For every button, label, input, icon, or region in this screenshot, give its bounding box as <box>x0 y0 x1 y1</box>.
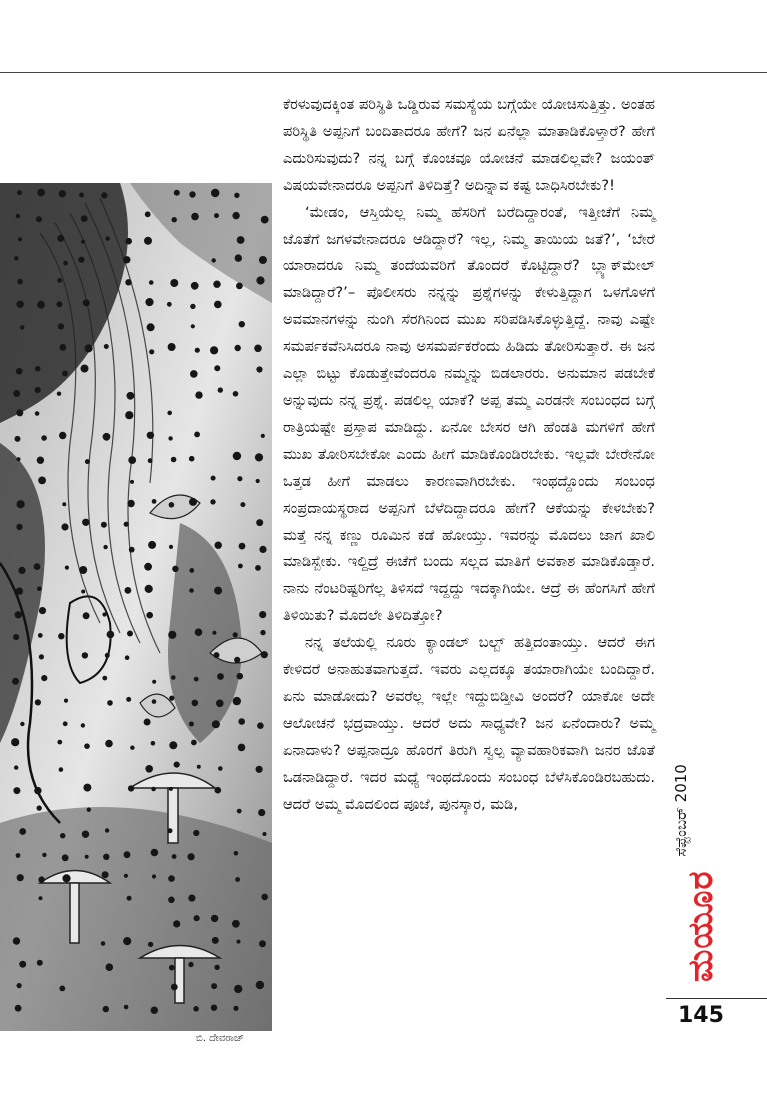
article-paragraph-2: ‘ಮೇಡಂ, ಆಸ್ತಿಯೆಲ್ಲ ನಿಮ್ಮ ಹೆಸರಿಗೆ ಬರೆದಿದ್ದಾರಂತೆ, ಇತ್ತೀಚೆಗೆ ನಿಮ್ಮ ಜೊತೆಗೆ ಜಗಳವೇನಾದರೂ ಆಡಿದ್ದಾರೆ? ಇಲ್ಲ, ನಿಮ್ಮ ತಾಯಿಯ ಜತೆ?’, ‘ಬೇರೆ ಯಾರಾದರೂ ನಿಮ್ಮ ತಂದೆಯವರಿಗೆ ತೊಂದರೆ ಕೊಟ್ಟಿದ್ದಾರೆ? ಬ್ಲ್ಯಾಕ್‌ಮೇಲ್ ಮಾಡಿದ್ದಾರೆ?’– ಪೊಲೀಸರು ನನ್ನನ್ನು ಪ್ರಶ್ನೆಗಳನ್ನು ಕೇಳುತ್ತಿದ್ದಾಗ ಒಳಗೊಳಗೆ ಅವಮಾನಗಳನ್ನು ನುಂಗಿ ಸೆರಗಿನಿಂದ ಮುಖ ಸರಿಪಡಿಸಿಕೊಳ್ಳುತ್ತಿದ್ದೆ. ನಾವು ಎಷ್ಟೇ ಸಮರ್ಪಕವೆನಿಸಿದರೂ ನಾವು ಅಸಮರ್ಪಕರೆಂದು ಹಿಡಿದು ತೋರಿಸುತ್ತಾರೆ. ಈ ಜನ ಎಲ್ಲಾ ಬಿಟ್ಟು ಕೊಡುತ್ತೇವೆಂದರೂ ನಮ್ಮನ್ನು ಬಿಡಲಾರರು. ಅನುಮಾನ ಪಡಬೇಕೆ ಅನ್ನುವುದು ನನ್ನ ಪ್ರಶ್ನೆ. ಪಡಲಿಲ್ಲ ಯಾಕೆ? ಅಪ್ಪ ತಮ್ಮ ಎರಡನೇ ಸಂಬಂಧದ ಬಗ್ಗೆ ರಾತ್ರಿಯಷ್ಟೇ ಪ್ರಸ್ತಾಪ ಮಾಡಿದ್ದು. ಏನೋ ಬೇಸರ ಆಗಿ ಹೆಂಡತಿ ಮಗಳಿಗೆ ಹೇಗೆ ಮುಖ ತೋರಿಸಬೇಕೋ ಎಂದು ಹೀಗೆ ಮಾಡಿಕೊಂಡಿರಬೇಕು. ಇಲ್ಲವೇ ಬೇರೇನೋ ಒತ್ತಡ ಹೀಗೆ ಮಾಡಲು ಕಾರಣವಾಗಿರಬೇಕು. ಇಂಥದ್ದೊಂದು ಸಂಬಂಧ ಸಂಪ್ರದಾಯಸ್ಥರಾದ ಅಪ್ಪನಿಗೆ ಬೆಳೆದಿದ್ದಾದರೂ ಹೇಗೆ? ಆಕೆಯನ್ನು ಕೇಳಬೇಕು? ಮತ್ತೆ ನನ್ನ ಕಣ್ಣು ರೂಮಿನ ಕಡೆ ಹೋಯ್ತು. ಇವರನ್ನು ಮೊದಲು ಜಾಗ ಖಾಲಿ ಮಾಡಿಸ್ಬೇಕು. ಇಲ್ದಿದ್ರೆ ಈಚೆಗೆ ಬಂದು ಸಲ್ಲದ ಮಾತಿಗೆ ಅವಕಾಶ ಮಾಡಿಕೊಡ್ತಾರೆ. ನಾನು ನೆಂಟರಿಷ್ಟರಿಗೆಲ್ಲ ತಿಳಿಸದೆ ಇದ್ದದ್ದು ಇದಕ್ಕಾಗಿಯೇ. ಆದ್ರೆ ಈ ಹೆಂಗಸಿಗೆ ಹೇಗೆ ತಿಳಿಯಿತು? ಮೊದಲೇ ತಿಳಿದಿತ್ತೋ? <box>283 203 655 625</box>
texture-dot <box>171 984 178 991</box>
texture-dot <box>233 1006 238 1011</box>
texture-dot <box>126 392 134 400</box>
texture-dot <box>168 631 176 639</box>
texture-dot <box>214 652 220 658</box>
texture-dot <box>101 941 106 946</box>
texture-dot <box>237 476 242 481</box>
texture-dot <box>41 435 47 441</box>
texture-dot <box>237 809 242 814</box>
texture-dot <box>145 298 153 306</box>
texture-dot <box>13 787 20 794</box>
texture-dot <box>240 502 245 507</box>
texture-dot <box>81 215 88 222</box>
texture-dot <box>59 767 64 772</box>
texture-dot <box>239 321 245 327</box>
texture-dot <box>105 740 113 748</box>
texture-dot <box>35 411 40 416</box>
texture-dot <box>191 740 197 746</box>
texture-dot <box>167 302 172 307</box>
texture-dot <box>237 940 241 944</box>
texture-dot <box>41 675 47 681</box>
texture-dot <box>123 937 131 945</box>
texture-dot <box>125 655 130 660</box>
texture-dot <box>213 281 220 288</box>
texture-dot <box>81 240 85 244</box>
texture-dot <box>37 301 45 309</box>
illustration-credit: ಬಿ. ದೇವರಾಜ್ <box>196 1033 245 1044</box>
texture-dot <box>169 787 173 791</box>
texture-dot <box>148 458 153 463</box>
texture-dot <box>105 653 110 658</box>
texture-dot <box>103 1006 109 1012</box>
texture-dot <box>256 766 263 773</box>
texture-dot <box>60 344 67 351</box>
texture-dot <box>190 370 198 378</box>
texture-dot <box>217 673 224 680</box>
texture-dot <box>211 189 219 197</box>
texture-dot <box>124 874 128 878</box>
texture-dot <box>13 634 19 640</box>
texture-dot <box>172 217 177 222</box>
texture-dot <box>148 942 153 947</box>
texture-dot <box>127 631 133 637</box>
texture-dot <box>107 631 115 639</box>
texture-dot <box>261 894 268 901</box>
texture-dot <box>85 459 90 464</box>
texture-dot <box>214 587 222 595</box>
texture-dot <box>127 500 134 507</box>
texture-dot <box>78 257 84 263</box>
texture-dot <box>145 211 151 217</box>
texture-dot <box>57 278 62 283</box>
texture-dot <box>35 387 41 393</box>
texture-dot <box>239 543 246 550</box>
texture-dot <box>188 895 195 902</box>
texture-dot <box>38 633 43 638</box>
texture-dot <box>233 452 241 460</box>
texture-dot <box>147 323 155 331</box>
texture-dot <box>38 876 44 882</box>
texture-dot <box>170 279 178 287</box>
texture-dot <box>257 722 264 729</box>
texture-dot <box>13 390 20 397</box>
texture-dot <box>168 897 175 904</box>
texture-dot <box>172 566 178 572</box>
texture-dot <box>214 965 219 970</box>
texture-dot <box>17 301 24 308</box>
texture-dot <box>189 498 197 506</box>
texture-dot <box>233 632 238 637</box>
texture-dot <box>169 965 175 971</box>
texture-dot <box>16 853 21 858</box>
texture-dot <box>144 237 152 245</box>
texture-dot <box>212 937 219 944</box>
texture-dot <box>58 323 64 329</box>
texture-dot <box>211 1005 217 1011</box>
texture-dot <box>261 434 265 438</box>
texture-dot <box>146 612 153 619</box>
texture-dot <box>148 541 156 549</box>
texture-dot <box>233 697 241 705</box>
texture-dot <box>37 805 42 810</box>
texture-dot <box>107 700 113 706</box>
texture-dot <box>234 985 242 993</box>
texture-dot <box>63 721 68 726</box>
texture-dot <box>39 607 46 614</box>
ink-illustration <box>0 183 272 1031</box>
texture-dot <box>103 545 107 549</box>
texture-dot <box>83 612 90 619</box>
texture-dot <box>152 499 157 504</box>
texture-dot <box>56 301 62 307</box>
texture-dot <box>237 673 244 680</box>
texture-dot <box>261 651 268 658</box>
texture-dot <box>232 920 240 928</box>
texture-dot <box>81 590 85 594</box>
texture-dot <box>13 937 20 944</box>
texture-dot <box>128 456 136 464</box>
texture-dot <box>37 457 44 464</box>
texture-dot <box>37 960 43 966</box>
texture-dot <box>128 785 134 791</box>
texture-dot <box>101 192 107 198</box>
texture-dot <box>59 986 65 992</box>
masthead <box>666 740 736 990</box>
texture-dot <box>85 855 89 859</box>
illustration-art <box>0 183 272 1031</box>
texture-dot <box>17 190 22 195</box>
texture-dot <box>129 547 135 553</box>
texture-dot <box>235 345 241 351</box>
texture-dot <box>130 746 134 750</box>
texture-dot <box>191 213 199 221</box>
texture-dot <box>59 432 66 439</box>
texture-dot <box>215 542 222 549</box>
texture-dot <box>57 235 64 242</box>
texture-dot <box>125 587 132 594</box>
texture-dot <box>236 283 243 290</box>
texture-dot <box>19 828 26 835</box>
article-paragraph-1: ಕೆರಳುವುದಕ್ಕಿಂತ ಪರಿಸ್ಥಿತಿ ಒಡ್ಡಿರುವ ಸಮಸ್ಯೆಯ ಬಗ್ಗೆಯೇ ಯೋಚಿಸುತ್ತಿತ್ತು. ಅಂತಹ ಪರಿಸ್ಥಿತಿ ಅಪ್ಪನಿಗೆ ಬಂದಿತಾದರೂ ಹೇಗೆ? ಜನ ಏನೆಲ್ಲಾ ಮಾತಾಡಿಕೊಳ್ತಾರೆ? ಹೇಗೆ ಎದುರಿಸುವುದು? ನನ್ನ ಬಗ್ಗೆ ಕೊಂಚವೂ ಯೋಚನೆ ಮಾಡಲಿಲ್ಲವೇ? ಜಯಂತ್ ವಿಷಯವೇನಾದರೂ ಅಪ್ಪನಿಗೆ ತಿಳಿದಿತ್ತೆ? ಅದಿನ್ನಾವ ಕಷ್ಟ ಬಾಧಿಸಿರಬೇಕು?! <box>283 96 655 194</box>
texture-dot <box>39 896 43 900</box>
texture-dot <box>261 216 269 224</box>
texture-dot <box>233 391 239 397</box>
texture-dot <box>172 854 177 859</box>
texture-dot <box>194 915 200 921</box>
texture-dot <box>254 345 262 353</box>
texture-dot <box>17 983 22 988</box>
texture-dot <box>105 828 109 832</box>
texture-dot <box>36 216 42 222</box>
texture-dot <box>191 282 199 290</box>
texture-dot <box>57 392 61 396</box>
texture-dot <box>256 479 260 483</box>
page-number: 145 <box>678 1003 724 1028</box>
texture-dot <box>190 304 195 309</box>
texture-dot <box>62 874 70 882</box>
texture-dot <box>234 193 239 198</box>
texture-dot <box>16 368 23 375</box>
texture-dot <box>82 519 89 526</box>
texture-dot <box>169 545 173 549</box>
texture-dot <box>103 854 109 860</box>
texture-dot <box>152 874 156 878</box>
texture-dot <box>15 436 21 442</box>
texture-dot <box>169 741 177 749</box>
texture-dot <box>102 871 109 878</box>
texture-dot <box>189 722 194 727</box>
texture-dot <box>84 743 90 749</box>
texture-dot <box>195 348 200 353</box>
texture-dot <box>194 677 199 682</box>
texture-dot <box>214 301 222 309</box>
texture-dot <box>103 433 111 441</box>
texture-dot <box>64 699 68 703</box>
texture-dot <box>144 563 152 571</box>
texture-dot <box>126 697 131 702</box>
texture-dot <box>11 738 19 746</box>
texture-dot <box>35 366 41 372</box>
texture-dot <box>188 853 195 860</box>
texture-dot <box>211 983 217 989</box>
texture-dot <box>102 612 106 616</box>
texture-dot <box>16 524 22 530</box>
texture-dot <box>174 762 180 768</box>
texture-dot <box>18 567 25 574</box>
texture-dot <box>144 719 151 726</box>
texture-dot <box>87 808 91 812</box>
texture-dot <box>106 963 114 971</box>
masthead-vertical <box>666 740 736 990</box>
article-body <box>283 92 655 818</box>
texture-dot <box>65 566 69 570</box>
texture-dot <box>85 344 93 352</box>
texture-dot <box>259 611 266 618</box>
texture-dot <box>193 1006 199 1012</box>
texture-dot <box>14 765 18 769</box>
texture-dot <box>210 346 218 354</box>
texture-dot <box>17 874 24 881</box>
texture-dot <box>82 831 89 838</box>
texture-dot <box>151 741 156 746</box>
texture-dot <box>168 875 175 882</box>
texture-dot <box>39 654 44 659</box>
texture-dot <box>212 720 220 728</box>
texture-dot <box>211 476 216 481</box>
texture-dot <box>215 787 222 794</box>
texture-dot <box>16 409 23 416</box>
texture-dot <box>63 261 68 266</box>
texture-dot <box>14 256 18 260</box>
texture-dot <box>125 279 131 285</box>
texture-dot <box>191 324 195 328</box>
texture-dot <box>195 391 202 398</box>
texture-dot <box>197 765 201 769</box>
texture-dot <box>82 652 88 658</box>
texture-dot <box>212 258 216 262</box>
texture-dot <box>145 765 153 773</box>
top-rule <box>0 72 767 73</box>
texture-dot <box>263 832 267 836</box>
texture-dot <box>188 962 193 967</box>
texture-dot <box>152 699 157 704</box>
texture-dot <box>17 279 23 285</box>
texture-dot <box>149 280 154 285</box>
texture-dot <box>169 696 174 701</box>
texture-dot <box>235 877 240 882</box>
texture-dot <box>83 299 90 306</box>
texture-dot <box>123 256 130 263</box>
texture-dot <box>130 480 134 484</box>
texture-dot <box>216 700 224 708</box>
texture-dot <box>124 1005 129 1010</box>
texture-dot <box>195 628 203 636</box>
texture-dot <box>151 1007 158 1014</box>
texture-dot <box>189 588 194 593</box>
texture-dot <box>79 566 87 574</box>
texture-dot <box>81 723 85 727</box>
texture-dot <box>15 1005 22 1012</box>
texture-dot <box>34 563 41 570</box>
texture-dot <box>211 915 218 922</box>
texture-dot <box>62 371 68 377</box>
texture-dot <box>127 896 132 901</box>
texture-dot <box>104 344 109 349</box>
texture-dot <box>106 236 110 240</box>
texture-dot <box>19 961 26 968</box>
texture-dot <box>169 502 175 508</box>
texture-dot <box>260 630 265 635</box>
texture-dot <box>124 851 131 858</box>
texture-dot <box>189 568 194 573</box>
texture-dot <box>17 500 25 508</box>
texture-dot <box>20 722 24 726</box>
texture-dot <box>173 920 180 927</box>
texture-dot <box>62 502 66 506</box>
texture-dot <box>20 325 24 329</box>
texture-dot <box>210 499 215 504</box>
texture-dot <box>168 828 173 833</box>
texture-dot <box>259 256 267 264</box>
texture-dot <box>57 740 62 745</box>
texture-dot <box>258 809 265 816</box>
texture-dot <box>149 349 154 354</box>
texture-dot <box>234 657 240 663</box>
texture-dot <box>238 744 246 752</box>
texture-dot <box>61 523 68 530</box>
texture-dot <box>167 411 172 416</box>
texture-dot <box>151 849 159 857</box>
texture-dot <box>192 700 199 707</box>
texture-dot <box>174 190 180 196</box>
texture-dot <box>238 718 245 725</box>
magazine-logo: ಮಯೂರ <box>681 870 721 982</box>
texture-dot <box>232 212 239 219</box>
texture-dot <box>214 365 220 371</box>
texture-dot <box>16 214 20 218</box>
texture-dot <box>37 189 45 197</box>
texture-dot <box>152 680 156 684</box>
texture-dot <box>59 190 66 197</box>
texture-dot <box>259 546 266 553</box>
texture-dot <box>255 453 263 461</box>
texture-dot <box>194 432 200 438</box>
texture-dot <box>256 366 262 372</box>
texture-dot <box>18 237 22 241</box>
texture-dot <box>34 787 41 794</box>
texture-dot <box>81 365 89 373</box>
article-paragraph-3: ನನ್ನ ತಲೆಯಲ್ಲಿ ನೂರು ಕ್ಯಾಂಡಲ್ ಬಲ್ಬ್ ಹತ್ತಿದಂತಾಯ್ತು. ಆದರೆ ಈಗ ಕೇಳಿದರೆ ಅನಾಹುತವಾಗುತ್ತದೆ. ಇವರು ಎಲ್ಲದಕ್ಕೂ ತಯಾರಾಗಿಯೇ ಬಂದಿದ್ದಾರೆ. ಏನು ಮಾಡೋದು? ಅವರೆಲ್ಲ ಇಲ್ಲೇ ಇದ್ದುಬಿಡ್ತೀವಿ ಅಂದರೆ? ಯಾಕೋ ಅದೇ ಆಲೋಚನೆ ಭದ್ರವಾಯ್ತು. ಆದರೆ ಅದು ಸಾಧ್ಯವೇ? ಜನ ಏನೆಂದಾರು? ಅಮ್ಮ ಏನಾದಾಳು? ಅಪ್ಪನಾದ್ರೂ ಹೊರಗೆ ತಿರುಗಿ ಸ್ವಲ್ಪ ವ್ಯಾವಹಾರಿಕವಾಗಿ ಜನರ ಜೊತೆ ಒಡನಾಡಿದ್ದಾರೆ. ಇದರ ಮಧ್ಯೆ ಇಂಥದೊಂದು ಸಂಬಂಧ ಬೆಳೆಸಿಕೊಂಡಿರಬಹುದು. ಆದರೆ ಅಮ್ಮ ಮೊದಲಿಂದ ಪೂಜೆ, ಪುನಸ್ಕಾರ, ಮಡಿ, <box>283 634 655 813</box>
texture-dot <box>237 236 245 244</box>
texture-dot <box>171 675 176 680</box>
texture-dot <box>83 784 91 792</box>
texture-dot <box>238 564 243 569</box>
texture-dot <box>234 851 239 856</box>
page-number-rule <box>666 998 767 999</box>
texture-dot <box>235 254 242 261</box>
texture-dot <box>218 387 223 392</box>
texture-dot <box>171 457 177 463</box>
texture-dot <box>256 519 263 526</box>
texture-dot <box>125 238 132 245</box>
issue-date: ಸೆಪ್ಟೆಂಬರ್ 2010 <box>672 764 690 857</box>
texture-dot <box>255 565 261 571</box>
texture-dot <box>145 585 153 593</box>
texture-dot <box>79 193 84 198</box>
texture-dot <box>151 787 156 792</box>
texture-dot <box>101 522 107 528</box>
texture-dot <box>124 522 129 527</box>
texture-dot <box>193 830 199 836</box>
texture-dot <box>214 213 219 218</box>
texture-dot <box>168 436 172 440</box>
texture-dot <box>256 981 264 989</box>
texture-dot <box>218 766 223 771</box>
texture-dot <box>256 276 264 284</box>
texture-dot <box>12 678 19 685</box>
texture-dot <box>15 611 22 618</box>
texture-dot <box>58 633 64 639</box>
texture-dot <box>189 456 195 462</box>
texture-dot <box>259 940 266 947</box>
texture-dot <box>147 432 154 439</box>
texture-dot <box>16 587 23 594</box>
texture-dot <box>212 631 216 635</box>
texture-dot <box>17 457 21 461</box>
texture-dot <box>37 586 42 591</box>
texture-dot <box>42 853 46 857</box>
texture-dot <box>38 477 46 485</box>
texture-dot <box>35 699 41 705</box>
texture-dot <box>60 833 65 838</box>
texture-dot <box>62 854 69 861</box>
texture-dot <box>125 411 133 419</box>
texture-dot <box>168 343 176 351</box>
texture-dot <box>189 191 195 197</box>
texture-dot <box>102 676 107 681</box>
